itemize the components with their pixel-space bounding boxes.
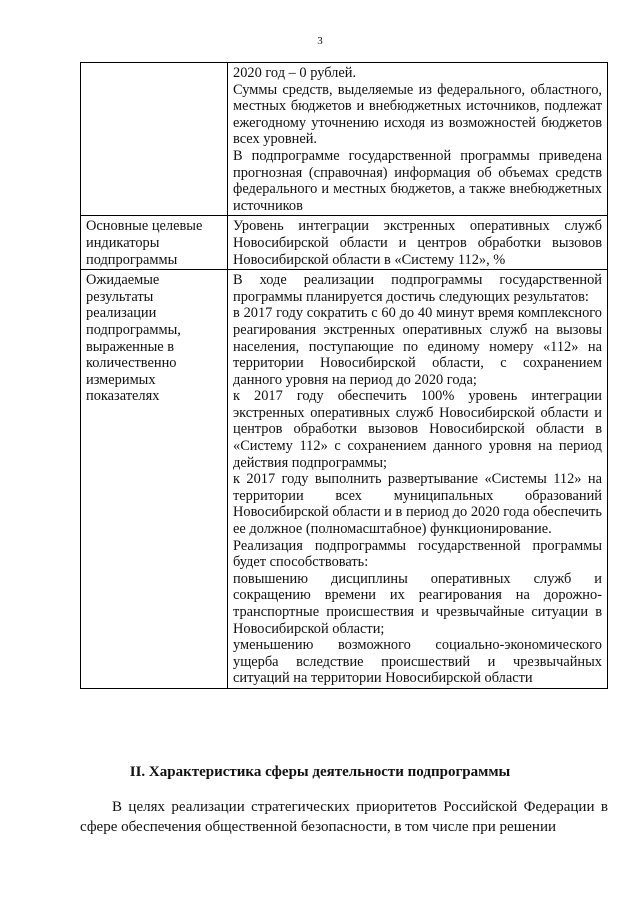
results-intro-text: В ходе реализации подпрограммы государственной программы планируется достичь следующих результатов:	[233, 272, 602, 305]
row1-value-cell	[228, 63, 608, 216]
body-paragraph: В целях реализации стратегических приоритетов Российской Федерации в сфере обеспечения общественной безопасности, в том числе при решении	[80, 799, 608, 835]
contribution-intro-text: Реализация подпрограммы государственной программы будет способствовать:	[233, 537, 602, 571]
result-response-time-text: в 2017 году сократить с 60 до 40 минут время комплексного реагирования экстренных оперативных служб на вызовы населения, поступающие по единому номеру «112» на территории Новосибирской области, с сохранением данного уровня на период до 2020 года;	[233, 305, 602, 388]
expected-results-label-cell: Ожидаемые результаты реализации подпрограммы, выраженные в количественно измеримых показателях	[81, 270, 228, 689]
table-row	[81, 216, 608, 270]
subprogram-passport-table	[80, 62, 608, 689]
page-number: 3	[317, 35, 323, 47]
table-row	[81, 270, 608, 689]
result-deployment-text: к 2017 году выполнить развертывание «Системы 112» на территории всех муниципальных образований Новосибирской области и в период до 2020 года обеспечить ее должное (полномасштабное) функционирование.	[233, 471, 602, 538]
section-heading: II. Характеристика сферы деятельности подпрограммы	[129, 764, 511, 780]
contribution-discipline-text: повышению дисциплины оперативных служб и сокращению времени их реагирования на дорожно-транспортные происшествия и чрезвычайные ситуации в Новосибирской области;	[233, 570, 602, 637]
result-integration-text: к 2017 году обеспечить 100% уровень интеграции экстренных оперативных служб Новосибирской области и центров обработки вызовов Новосибирской области в «Систему 112» с сохранением данного уровня на период действия подпрограммы;	[233, 388, 602, 471]
funding-adjustment-text: Суммы средств, выделяемые из федерального, областного, местных бюджетов и внебюджетных источников, подлежат ежегодному уточнению исходя из возможностей бюджетов всех уровней.	[233, 81, 602, 148]
indicators-value-cell: Уровень интеграции экстренных оперативных служб Новосибирской области и центров обработки вызовов Новосибирской области в «Систему 112», %	[228, 216, 608, 270]
table-row	[81, 63, 608, 216]
contribution-damage-text: уменьшению возможного социально-экономического ущерба вследствие происшествий и чрезвычайных ситуаций на территории Новосибирской области	[233, 637, 602, 687]
funding-2020-text: 2020 год – 0 рублей.	[233, 65, 357, 81]
expected-results-value-cell	[228, 270, 608, 689]
row1-label-cell	[81, 63, 228, 216]
indicators-label-cell: Основные целевые индикаторы подпрограммы	[81, 216, 228, 270]
forecast-info-text: В подпрограмме государственной программы приведена прогнозная (справочная) информация об объемах средств федерального и местных бюджетов, а также внебюджетных источников	[233, 147, 602, 214]
